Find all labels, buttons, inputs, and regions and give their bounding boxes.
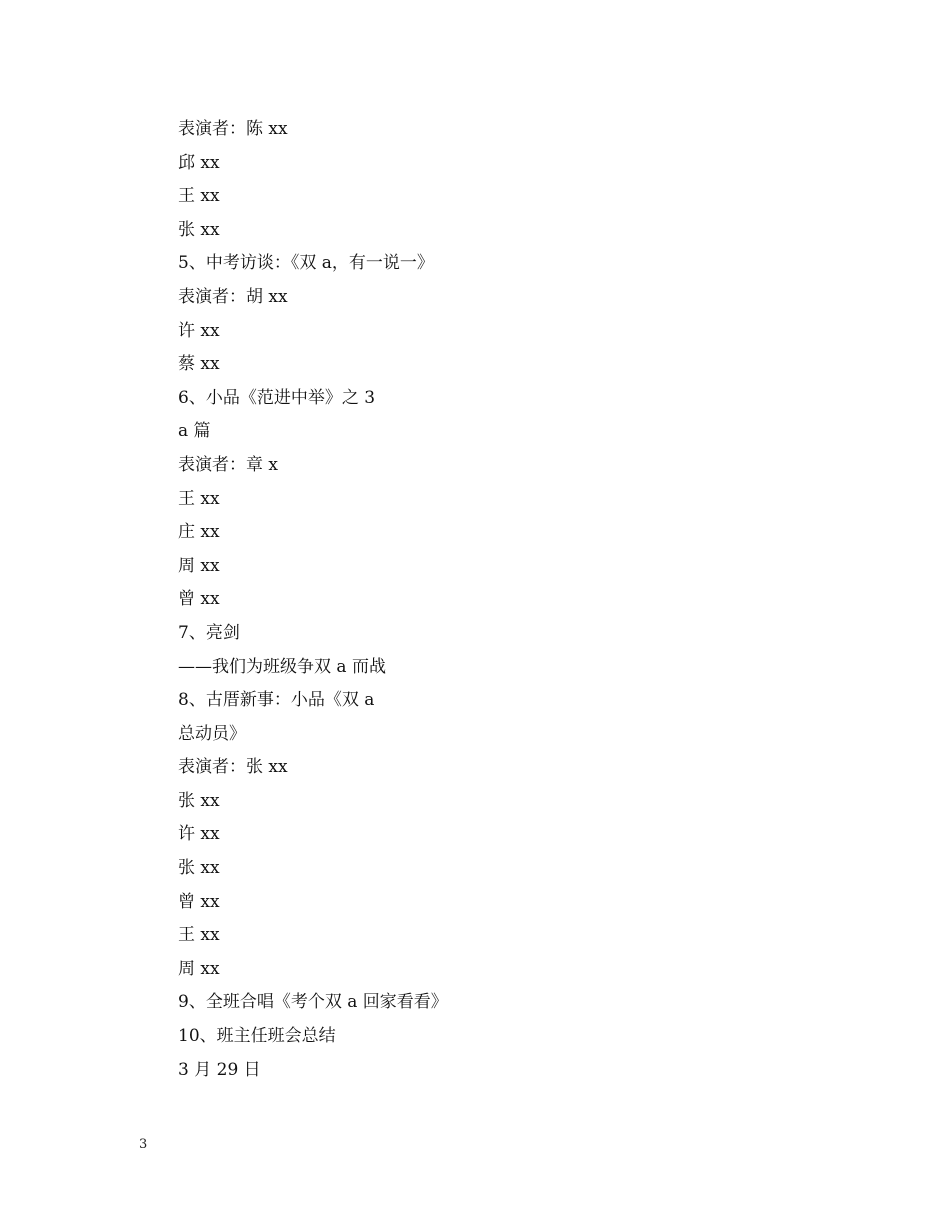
text-line: 王 xx xyxy=(178,488,220,509)
text-line: 周 xx xyxy=(178,555,220,576)
text-line: 张 xx xyxy=(178,858,220,879)
text-line: 曾 xx xyxy=(178,589,220,610)
program-item-heading: 9、全班合唱《考个双 a 回家看看》 xyxy=(178,992,448,1013)
text-line: 邱 xx xyxy=(178,152,220,173)
text-line: 许 xx xyxy=(178,320,220,341)
text-line: a 篇 xyxy=(178,421,211,442)
text-line: 蔡 xx xyxy=(178,354,220,375)
program-item-heading: 7、亮剑 xyxy=(178,622,240,643)
program-item-heading: 8、古厝新事：小品《双 a xyxy=(178,690,375,711)
text-line: 周 xx xyxy=(178,958,220,979)
text-line: 曾 xx xyxy=(178,891,220,912)
program-item-heading: 10、班主任班会总结 xyxy=(178,1026,336,1047)
date-line: 3 月 29 日 xyxy=(178,1059,261,1080)
page-number: 3 xyxy=(139,1137,148,1152)
text-line: 王 xx xyxy=(178,186,220,207)
text-line: 许 xx xyxy=(178,824,220,845)
text-line: 表演者：陈 xx xyxy=(178,119,288,139)
document-body xyxy=(178,113,878,1087)
text-line: 张 xx xyxy=(178,219,220,240)
text-line: 张 xx xyxy=(178,790,220,811)
text-line: 表演者：胡 xx xyxy=(178,286,288,307)
text-line: 庄 xx xyxy=(178,522,220,543)
text-line: 王 xx xyxy=(178,925,220,946)
text-line: ——我们为班级争双 a 而战 xyxy=(178,656,386,677)
text-line: 总动员》 xyxy=(178,723,246,744)
program-item-heading: 5、中考访谈：《双 a，有一说一》 xyxy=(178,253,434,274)
text-line: 表演者：章 x xyxy=(178,454,278,475)
program-item-heading: 6、小品《范进中举》之 3 xyxy=(178,387,376,408)
text-line: 表演者：张 xx xyxy=(178,757,288,778)
